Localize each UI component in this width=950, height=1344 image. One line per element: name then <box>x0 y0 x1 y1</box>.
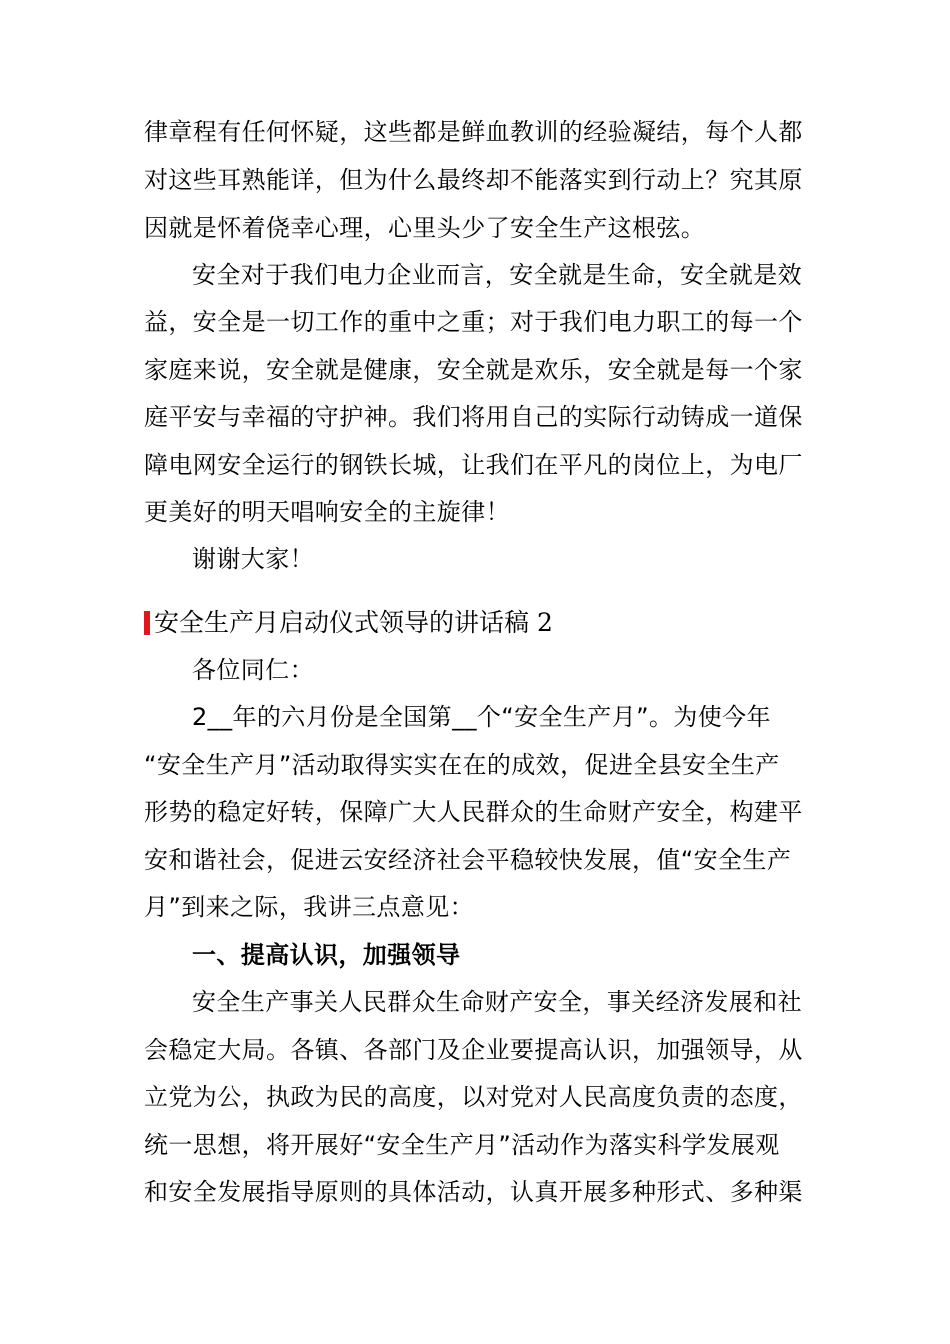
body-text-line: 障电网安全运行的钢铁长城，让我们在平凡的岗位上，为电厂 <box>144 451 803 479</box>
body-text-line: 会稳定大局。各镇、各部门及企业要提高认识，加强领导，从 <box>144 1036 803 1064</box>
body-text-line: 和安全发展指导原则的具体活动，认真开展多种形式、多种渠 <box>144 1178 803 1206</box>
heading-text: 安全生产月启动仪式领导的讲话稿 2 <box>154 608 553 637</box>
body-text-line: “安全生产月”活动取得实实在在的成效，促进全县安全生产 <box>144 751 780 779</box>
greeting-line: 各位同仁： <box>192 656 314 684</box>
body-text-line: 家庭来说，安全就是健康，安全就是欢乐，安全就是每一个家 <box>144 356 803 384</box>
body-text-line: 更美好的明天唱响安全的主旋律！ <box>144 498 510 526</box>
body-text-line: 2__年的六月份是全国第__个“安全生产月”。为使今年 <box>192 703 771 731</box>
body-text-line: 月”到来之际，我讲三点意见： <box>144 893 475 921</box>
body-text-line: 对这些耳熟能详，但为什么最终却不能落实到行动上？究其原 <box>144 166 803 194</box>
body-text-line: 形势的稳定好转，保障广大人民群众的生命财产安全，构建平 <box>144 798 803 826</box>
section-heading <box>144 606 553 640</box>
body-text-line: 安和谐社会，促进云安经济社会平稳较快发展，值“安全生产 <box>144 846 792 874</box>
body-text-line: 因就是怀着侥幸心理，心里头少了安全生产这根弦。 <box>144 214 706 242</box>
body-text-line: 律章程有任何怀疑，这些都是鲜血教训的经验凝结，每个人都 <box>144 118 803 146</box>
body-text-line: 统一思想，将开展好“安全生产月”活动作为落实科学发展观 <box>144 1131 780 1159</box>
section-1-title: 一、提高认识，加强领导 <box>192 941 461 969</box>
body-text-line: 安全对于我们电力企业而言，安全就是生命，安全就是效 <box>192 261 802 289</box>
thanks-line: 谢谢大家！ <box>192 545 314 573</box>
heading-marker <box>144 611 150 635</box>
body-text-line: 立党为公，执政为民的高度，以对党对人民高度负责的态度， <box>144 1083 803 1111</box>
body-text-line: 庭平安与幸福的守护神。我们将用自己的实际行动铸成一道保 <box>144 403 803 431</box>
body-text-line: 安全生产事关人民群众生命财产安全，事关经济发展和社 <box>192 988 802 1016</box>
body-text-line: 益，安全是一切工作的重中之重；对于我们电力职工的每一个 <box>144 308 803 336</box>
